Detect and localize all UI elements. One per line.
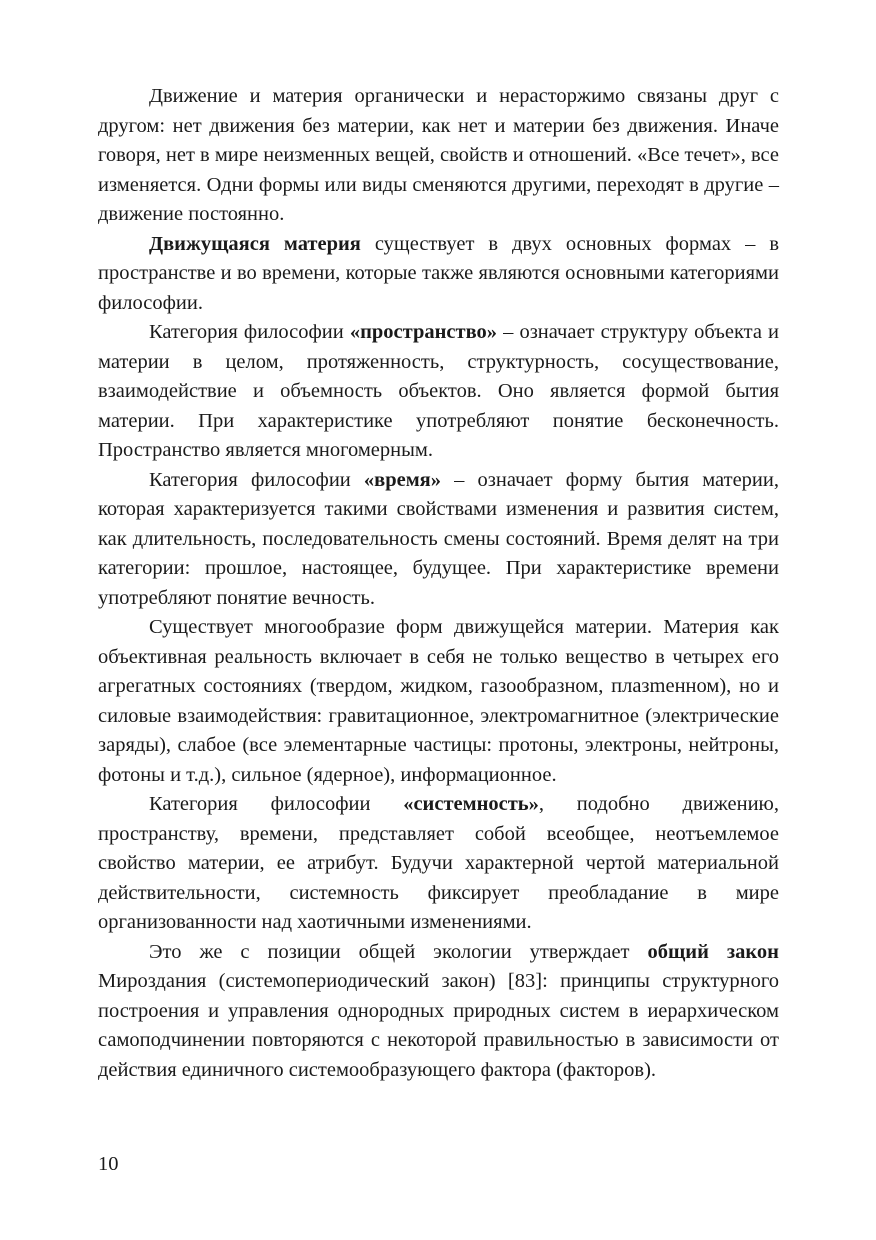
- paragraph-text: Это же с позиции общей экологии утверждает: [149, 940, 648, 963]
- paragraph-text: Существует многообразие форм движущейся материи. Материя как объективная реальность включает в себя не только вещество в четырех его агрегатных состояниях (твердом, жидком, газообразном, плазmенном), но и силовые взаимодействия: гравитационное, электромагнитное (электрические заряды), слабое (все элементарные частицы: протоны, электроны, нейтроны, фотоны и т.д.), сильное (ядерное), информационное.: [98, 616, 779, 786]
- paragraph-motion-and-matter: [98, 82, 779, 230]
- paragraph-text: Категория философии: [149, 321, 350, 343]
- paragraph-text: – означает форму бытия материи, которая характеризуется такими свойствами изменения и развития систем, как длительность, последовательность смены состояний. Время делят на три категории: прошлое, настоящее, будущее. При характеристике времени употребляют понятие вечность.: [98, 468, 779, 609]
- paragraph-forms-of-matter: [98, 613, 779, 790]
- paragraph-text: Движение и материя органически и нерасторжимо связаны друг с другом: нет движения без материи, как нет и материи без движения. Иначе говоря, нет в мире неизменных вещей, свойств и отношений. «Все течет», все изменяется. Одни формы или виды сменяются другими, переходят в другие – движение постоянно.: [98, 85, 779, 225]
- paragraph-text: Категория философии: [149, 468, 364, 491]
- paragraph-text: Мироздания (системопериодический закон) [83]: принципы структурного построения и управления однородных природных систем в иерархическом самоподчинении повторяются с некоторой правильностью в зависимости от действия единичного системообразующего фактора (факторов).: [98, 970, 779, 1081]
- term-time: «время»: [363, 468, 442, 491]
- term-systemness: «системность»: [403, 793, 539, 815]
- term-space: «пространство»: [349, 321, 498, 343]
- paragraph-systemness: [98, 790, 779, 938]
- paragraph-text: , подобно движению, пространству, времени, представляет собой всеобщее, неотъемлемое свойство материи, ее атрибут. Будучи характерной чертой материальной действительности, системность фиксирует преобладание в мире организованности над хаотичными изменениями.: [98, 793, 779, 933]
- paragraph-space: [98, 318, 779, 466]
- paragraph-text: существует в двух основных формах – в пространстве и во времени, которые также являются основными категориями философии.: [98, 232, 779, 314]
- term-general-law: общий закон: [647, 940, 779, 963]
- paragraph-time: [98, 466, 779, 614]
- paragraph-moving-matter: [98, 230, 779, 319]
- paragraph-text: – означает структуру объекта и материи в целом, протяженность, структурность, сосуществование, взаимодействие и объемность объектов. Оно является формой бытия материи. При характеристике употребляют понятие бесконечность. Пространство является многомерным.: [98, 321, 780, 461]
- page-body: [98, 82, 779, 1085]
- page-number: 10: [98, 1153, 119, 1175]
- paragraph-general-law: [98, 938, 779, 1086]
- paragraph-text: Категория философии: [149, 793, 404, 815]
- term-moving-matter: Движущаяся материя: [149, 232, 361, 255]
